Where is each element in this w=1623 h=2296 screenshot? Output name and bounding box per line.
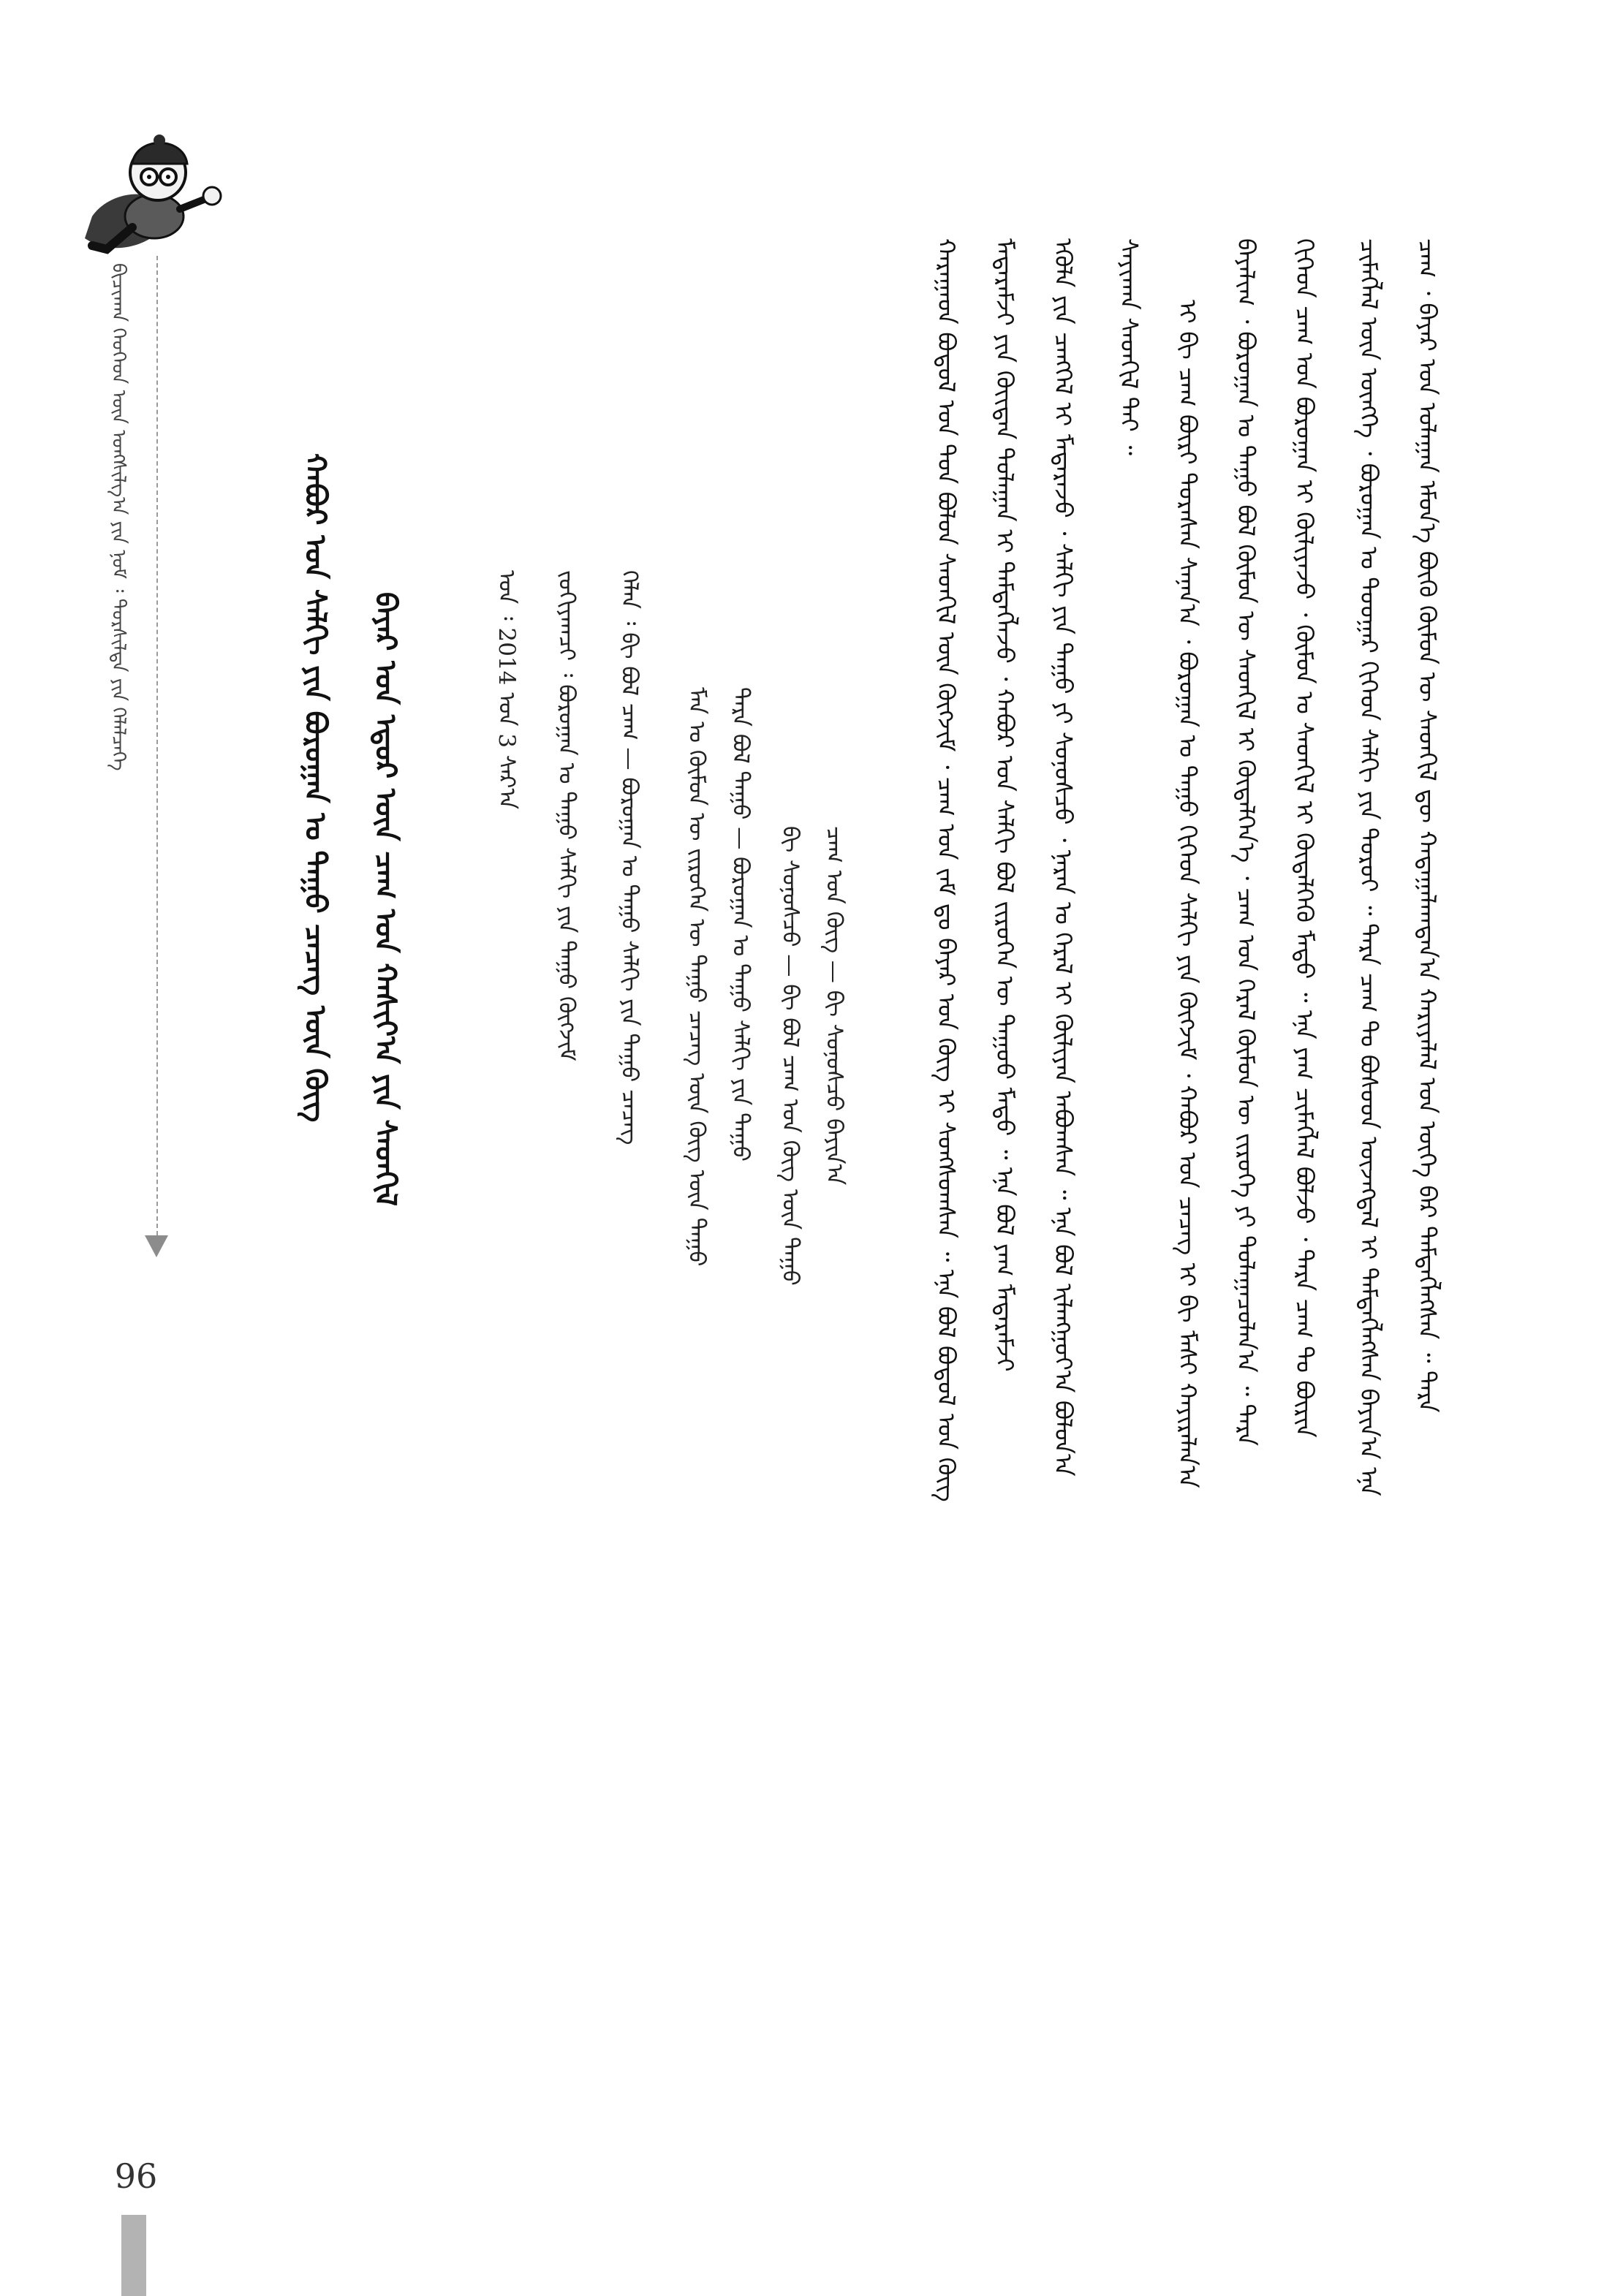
poem-line: ᠪᠢ ᠰᠣᠨᠣᠰᠴᠤ — ᠪᠢ ᠪᠣᠯ ᠴᠠᠭ ᠤᠨ ᠬᠥᠭ ᠦᠨ ᠳᠠᠭᠤ (777, 826, 803, 1286)
body-line: ᠮᠡᠳᠡᠷᠡᠮᠵᠢ ᠶᠢᠨ ᠬᠦᠢᠳᠡᠨ ᠳᠤᠯᠠᠭᠠᠨ ᠢ ᠲᠡᠮᠳᠡᠭᠯᠡᠵᠦ ᠂ ᠬᠠᠪᠤᠷ ᠤᠨ ᠰᠠᠯᠬᠢ ᠪᠣᠯ ᠵᠢᠷᠦᠬᠡᠨ ᠦ ᠳᠠᠭᠤᠤ ᠮᠡᠲᠦ ᠃ ᠡᠨᠡ ᠪᠣᠯ ᠶᠠᠭ ᠮᠡᠳᠡᠷᠡᠮᠵᠢ (991, 238, 1019, 1372)
header-divider (156, 256, 158, 1235)
poem-line: ᠵᠣᠬᠢᠶᠠᠭᠴᠢ ᠄ ᠪᠣᠷᠣᠭᠠᠨ ᠤ ᠳᠠᠭᠤ ᠰᠠᠯᠬᠢ ᠶᠢᠨ ᠳᠠᠭᠤ ᠬᠥᠭᠵᠢᠮ (553, 570, 580, 1061)
body-line: ᠰᠠᠶᠢᠬᠠᠨ ᠰᠡᠳᠬᠢᠯ ᠲᠡᠢ ᠃ (1115, 238, 1143, 455)
header-arrow-icon (145, 1235, 168, 1257)
body-line: ᠢ ᠪᠢ ᠴᠠᠭ ᠪᠦᠷᠢ ᠳᠤᠷᠠᠰᠠᠨ ᠰᠠᠨᠠᠨ᠎ᠠ ᠂ ᠪᠣᠷᠣᠭᠠᠨ ᠤ ᠳᠠᠭᠤ ᠬᠢᠭᠡᠳ ᠰᠠᠯᠬᠢ ᠶᠢᠨ ᠬᠥᠭᠵᠢᠮ ᠂ ᠬᠠᠪᠤᠷ ᠤᠨ ᠴᠡᠴᠡᠭ ᠢ ᠪᠢ ᠮᠠᠰᠢ ᠬᠠᠶᠢᠷᠠᠯᠠᠨ᠎ᠠ (1173, 300, 1202, 1488)
flying-boy-mascot-icon (63, 129, 231, 278)
poem-line: ᠴᠠᠭ ᠤᠨ ᠬᠥᠭ — ᠪᠢ ᠰᠣᠨᠣᠰᠴᠤ ᠪᠠᠶᠢᠨ᠎ᠠ (821, 826, 847, 1186)
poem-line: ᠮᠠᠨ ᠤ ᠬᠦᠮᠦᠨ ᠦ ᠵᠢᠷᠦᠬᠡᠨ ᠦ ᠳᠠᠭᠤ ᠴᠡᠴᠡᠭ ᠦᠨ ᠬᠥᠭ ᠦᠨ ᠳᠠᠭᠤ (684, 687, 710, 1267)
page-number: 96 (114, 2156, 158, 2196)
poem-line: ᠲᠡᠷᠡ ᠪᠣᠯ ᠳᠠᠭᠤ — ᠪᠣᠷᠣᠭᠠᠨ ᠤ ᠳᠠᠭᠤ ᠰᠠᠯᠬᠢ ᠶᠢᠨ ᠳᠠᠭᠤ (727, 687, 754, 1162)
poem-title-line: ᠬᠠᠪᠤᠷ ᠤᠨ ᠰᠠᠯᠬᠢ ᠶᠢᠨ ᠪᠣᠷᠣᠭᠠᠨ ᠤ ᠳᠠᠭᠤ ᠴᠡᠴᠡᠭ ᠦᠨ ᠬᠥᠭ (298, 453, 333, 1123)
poem-line: ᠣᠨ ᠄ 2014 ᠣᠨ 3 ᠰᠠᠷ᠎ᠠ (493, 570, 520, 810)
body-line: ᠪᠠᠶᠠᠯᠢᠭ ᠂ ᠪᠣᠷᠣᠭᠠᠨ ᠤ ᠳᠠᠭᠤ ᠪᠣᠯ ᠬᠦᠮᠦᠨ ᠦ ᠰᠡᠳᠬᠢᠯ ᠢ ᠬᠥᠳᠡᠯᠭᠡᠨ᠎ᠡ ᠂ ᠴᠠᠭ ᠤᠨ ᠭᠡᠷᠡᠯ ᠬᠦᠮᠦᠨ ᠦ ᠵᠢᠷᠦᠬᠡ ᠶᠢ ᠳᠤᠯᠠᠭᠠᠴᠤᠯᠠᠨ᠎ᠠ ᠃ ᠲᠡᠷᠡ (1232, 238, 1260, 1446)
running-header: ᠪᠢᠴᠢᠬᠠᠨ ᠬᠡᠦᠬᠡᠳ ᠦᠨ ᠤᠩᠰᠢᠯᠭ᠎ᠠ ᠶᠢᠨ ᠨᠣᠮ ᠄ ᠲᠤᠷᠰᠢᠯᠲᠠ ᠶᠢᠨ ᠬᠡᠯᠡᠯᠴᠡᠭᠡ (107, 263, 129, 771)
body-line: ᠴᠢᠮᠡᠭᠯᠡᠯ ᠦᠨ ᠥᠩᠭᠡ ᠂ ᠪᠣᠷᠣᠭᠠᠨ ᠤ ᠳᠤᠤᠭᠠᠷ ᠬᠢᠭᠡᠳ ᠰᠠᠯᠬᠢ ᠶᠢᠨ ᠳᠣᠷᠣᠢ ᠃ ᠲᠡᠷᠡ ᠴᠠᠭ ᠲᠤ ᠪᠤᠰᠤᠳ ᠦᠵᠡᠭᠳᠡᠯ ᠢ ᠲᠡᠮᠳᠡᠭᠯᠡᠭᠰᠡᠨ ᠪᠠᠶᠢᠨ᠎ᠠ ᠡᠨᠡ (1355, 238, 1383, 1496)
body-line: ᠬᠠᠷᠠᠭᠠᠳ ᠪᠣᠳᠣᠯ ᠤᠨ ᠳᠤᠨ ᠪᠣᠯᠤᠨ ᠰᠡᠳᠬᠢᠯ ᠦᠨ ᠬᠥᠭᠵᠢᠮ ᠂ ᠴᠠᠭ ᠤᠨ ᠵᠠᠮ ᠳᠤ ᠪᠠᠶᠠᠷ ᠤᠨ ᠬᠥᠭ ᠢ ᠰᠣᠩᠰᠣᠭᠰᠠᠨ ᠃ ᠡᠨᠡ ᠪᠣᠯ ᠪᠣᠳᠣᠯ ᠤᠨ ᠬᠥᠭ (932, 238, 961, 1502)
body-line: ᠬᠢᠭᠡᠳ ᠴᠠᠭ ᠤᠨ ᠪᠣᠷᠣᠭᠠᠨ ᠢ ᠬᠦᠯᠢᠶᠡᠵᠦ ᠂ ᠬᠦᠮᠦᠨ ᠤ ᠰᠡᠳᠬᠢᠯ ᠢ ᠬᠥᠳᠡᠯᠭᠡᠬᠦ ᠮᠡᠲᠦ ᠃ ᠡᠨᠡ ᠶᠠᠭ ᠴᠢᠮᠡᠭᠯᠡᠯ ᠪᠣᠯᠵᠤ ᠂ ᠲᠡᠷᠡ ᠴᠠᠭ ᠲᠤ ᠪᠦᠷᠢᠨ (1290, 238, 1319, 1438)
page-edge-tab (121, 2215, 146, 2296)
poem-title-line: ᠪᠠᠶᠠᠷ ᠤᠨ ᠡᠳᠦᠷ ᠦᠨ ᠴᠠᠭ ᠤᠨ ᠬᠠᠰᠢᠶ᠎ᠠ ᠶᠢᠨ ᠰᠡᠳᠬᠢᠯ (368, 592, 403, 1207)
body-line: ᠴᠠᠭ ᠂ ᠪᠠᠶᠠᠷ ᠤᠨ ᠤᠯᠠᠭᠠᠨ ᠡᠮᠦᠨ᠎ᠡ ᠪᠦᠬᠦ ᠬᠦᠮᠦᠨ ᠦ ᠰᠡᠳᠬᠢᠯ ᠳᠦ ᠬᠠᠳᠠᠭᠠᠯᠠᠭᠳᠠᠨ᠎ᠠ ᠬᠠᠷᠢᠶᠠᠯᠠᠯ ᠤᠨ ᠦᠭᠡ ᠪᠡᠷ ᠲᠡᠮᠳᠡᠭᠯᠡᠭᠰᠡᠨ ᠃ ᠲᠡᠷᠡ (1413, 238, 1442, 1413)
body-line: ᠡᠭᠦᠯᠡ ᠶᠢᠨ ᠴᠡᠩᠭᠡᠯ ᠢ ᠮᠡᠳᠡᠷᠡᠵᠦ ᠂ ᠰᠠᠯᠬᠢ ᠶᠢᠨ ᠳᠠᠭᠤ ᠶᠢ ᠰᠣᠨᠣᠰᠴᠤ ᠂ ᠨᠠᠷᠠᠨ ᠤ ᠭᠡᠷᠡᠯ ᠢ ᠬᠦᠯᠢᠶᠡᠨ ᠠᠪᠤᠭᠰᠠᠨ ᠃ ᠡᠨᠡ ᠪᠣᠯ ᠢᠯᠠᠩᠭᠤᠶ᠎ᠠ ᠪᠣᠯᠤᠨ᠎ᠠ (1049, 238, 1078, 1477)
poem-line: ᠬᠡᠯᠡᠨ ᠄ ᠪᠢ ᠪᠣᠯ ᠴᠠᠭ — ᠪᠣᠷᠣᠭᠠᠨ ᠤ ᠳᠠᠭᠤ ᠰᠠᠯᠬᠢ ᠶᠢᠨ ᠳᠠᠭᠤ ᠴᠡᠴᠡᠭ (616, 570, 643, 1145)
